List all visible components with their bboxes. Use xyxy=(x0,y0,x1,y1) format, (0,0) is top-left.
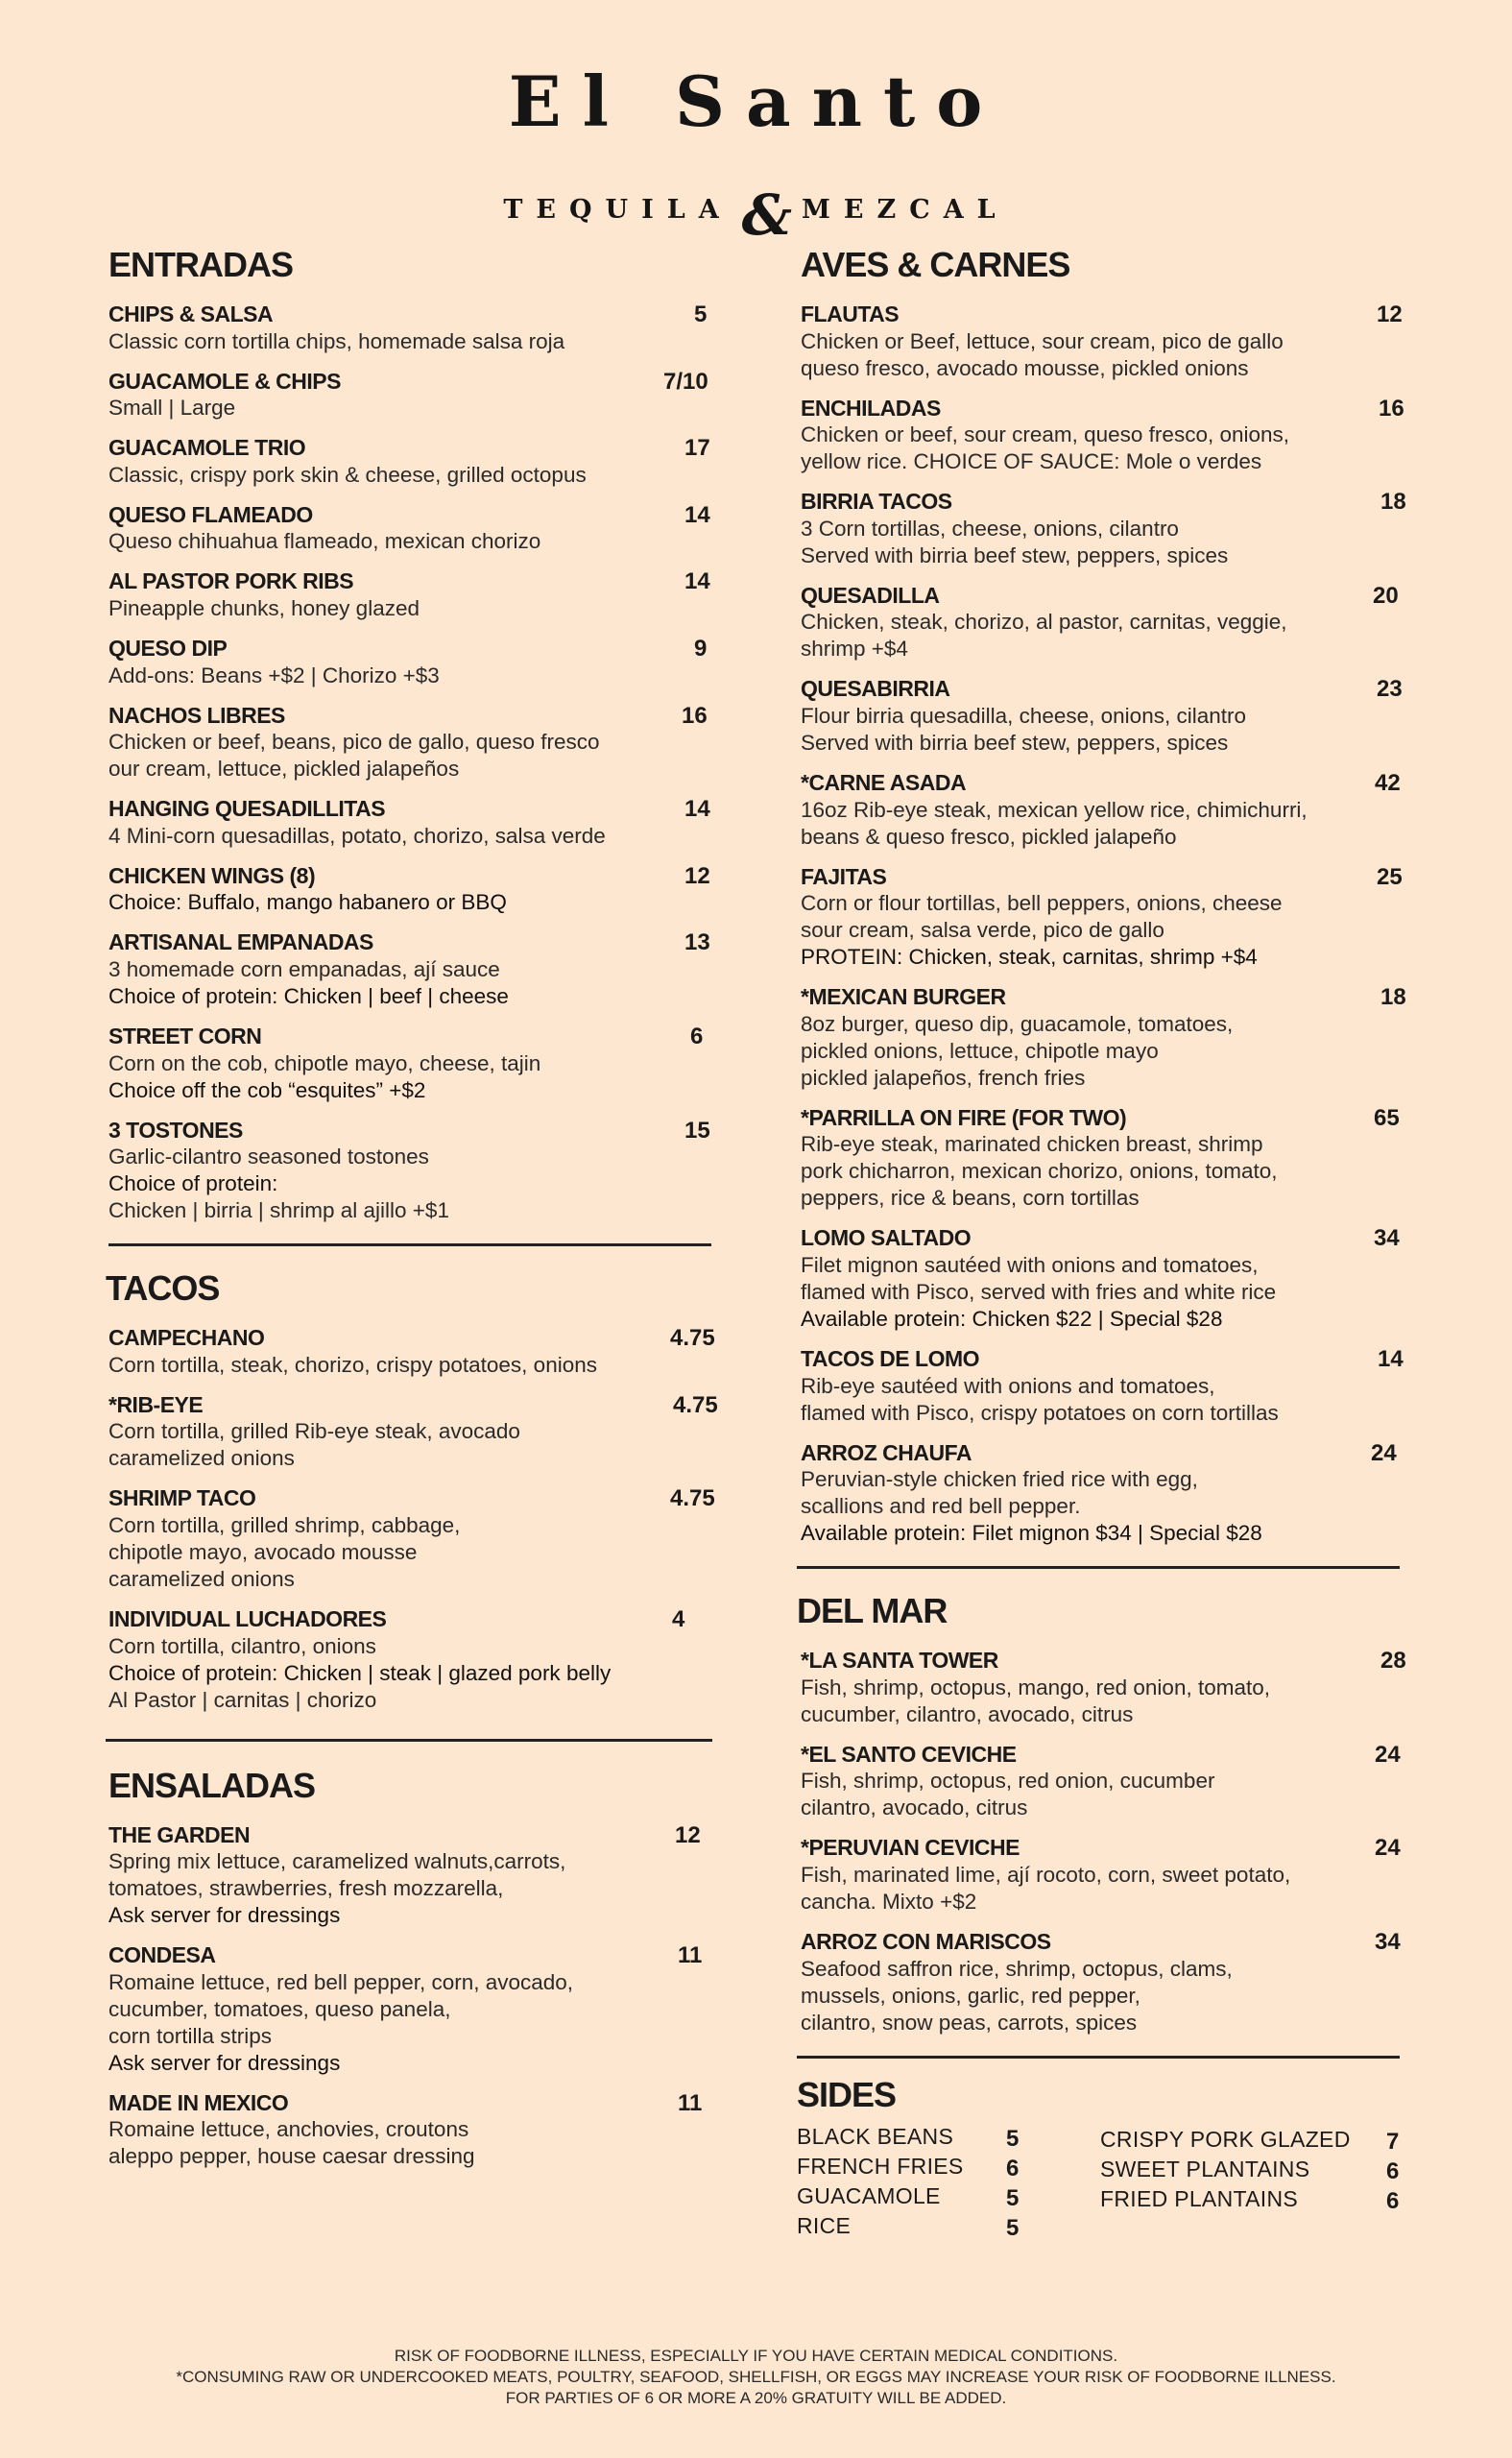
item-price: 34 xyxy=(1374,1225,1400,1252)
item-price: 13 xyxy=(684,929,710,956)
side-item-french-fries: FRENCH FRIES xyxy=(797,2153,964,2179)
item-price: 5 xyxy=(694,301,708,327)
item-price: 4 xyxy=(672,1605,685,1632)
item-price: 18 xyxy=(1380,984,1406,1011)
item-name: QUESO FLAMEADO xyxy=(108,501,313,527)
item-description: PROTEIN: Chicken, steak, carnitas, shrimp +$4 xyxy=(801,945,1258,970)
item-price: 42 xyxy=(1375,769,1401,796)
restaurant-tagline xyxy=(0,177,1512,248)
item-description: Chicken or Beef, lettuce, sour cream, pico de gallo xyxy=(801,328,1284,353)
item-price: 17 xyxy=(684,435,710,462)
section-divider xyxy=(106,1739,712,1742)
item-description: caramelized onions xyxy=(108,1566,295,1591)
item-description: Chicken | birria | shrimp al ajillo +$1 xyxy=(108,1198,449,1223)
restaurant-name: El Santo xyxy=(508,60,1004,142)
menu-item-made-in-mexico xyxy=(108,2090,732,2171)
item-price: 12 xyxy=(684,862,710,889)
item-description: Choice of protein: Chicken | steak | glazed pork belly xyxy=(108,1660,612,1685)
menu-item-parrilla-on-fire-for-two xyxy=(801,1105,1405,1213)
menu-item-nachos-libres xyxy=(108,703,732,783)
side-item-guacamole: GUACAMOLE xyxy=(797,2182,941,2208)
item-description: 4 Mini-corn quesadillas, potato, chorizo, salsa verde xyxy=(108,823,606,848)
item-price: 4.75 xyxy=(670,1325,715,1352)
item-description: Chicken or beef, beans, pico de gallo, queso fresco xyxy=(108,730,600,755)
item-name: INDIVIDUAL LUCHADORES xyxy=(108,1605,387,1631)
item-price: 65 xyxy=(1374,1104,1400,1131)
side-price: 5 xyxy=(1006,2184,1020,2211)
item-description: cilantro, avocado, citrus xyxy=(801,1795,1028,1820)
sides-list xyxy=(797,2123,1405,2241)
menu-item-lomo-saltado xyxy=(801,1225,1405,1333)
side-price: 5 xyxy=(1006,2125,1020,2152)
item-name: FLAUTAS xyxy=(801,301,900,326)
side-price: 6 xyxy=(1006,2155,1020,2181)
item-name: ARROZ CON MARISCOS xyxy=(801,1928,1051,1954)
item-description: our cream, lettuce, pickled jalapeños xyxy=(108,757,460,782)
item-description: cucumber, cilantro, avocado, citrus xyxy=(801,1701,1134,1726)
item-name: THE GARDEN xyxy=(108,1821,251,1847)
section-entradas xyxy=(108,245,732,1224)
item-description: cilantro, snow peas, carrots, spices xyxy=(801,2010,1138,2035)
section-tacos xyxy=(106,1268,732,1713)
menu-item-individual-luchadores xyxy=(108,1606,732,1714)
menu-item-quesabirria xyxy=(801,676,1405,757)
item-name: ENCHILADAS xyxy=(801,395,941,421)
item-description: Seafood saffron rice, shrimp, octopus, clams, xyxy=(801,1956,1233,1981)
side-price: 7 xyxy=(1386,2128,1400,2155)
item-description: Peruvian-style chicken fried rice with egg, xyxy=(801,1467,1198,1492)
item-price: 24 xyxy=(1375,1741,1401,1768)
tagline-mezcal: MEZCAL xyxy=(802,194,1009,225)
item-name: TACOS DE LOMO xyxy=(801,1345,980,1371)
item-name: CAMPECHANO xyxy=(108,1325,265,1351)
item-description: Small | Large xyxy=(108,396,236,421)
item-name: QUESO DIP xyxy=(108,635,228,661)
item-price: 14 xyxy=(684,568,710,595)
item-name: HANGING QUESADILLITAS xyxy=(108,796,386,822)
item-description: Choice of protein: Chicken | beef | cheese xyxy=(108,983,509,1008)
item-price: 12 xyxy=(1377,301,1403,327)
item-description: pork chicharron, mexican chorizo, onions, tomato, xyxy=(801,1159,1278,1184)
item-description: Queso chihuahua flameado, mexican chorizo xyxy=(108,529,541,554)
item-description: aleppo pepper, house caesar dressing xyxy=(108,2144,475,2169)
item-price: 14 xyxy=(684,501,710,528)
item-name: QUESADILLA xyxy=(801,582,940,608)
item-description: chipotle mayo, avocado mousse xyxy=(108,1539,418,1564)
item-description: cucumber, tomatoes, queso panela, xyxy=(108,1996,451,2021)
item-description: Served with birria beef stew, peppers, spices xyxy=(801,730,1229,755)
item-price: 14 xyxy=(1378,1345,1404,1372)
menu-header xyxy=(0,60,1512,248)
tagline-ampersand: & xyxy=(741,182,793,248)
footer-line-3: FOR PARTIES OF 6 OR MORE A 20% GRATUITY WILL BE ADDED. xyxy=(505,2389,1007,2407)
item-name: NACHOS LIBRES xyxy=(108,702,285,728)
menu-item-birria-tacos xyxy=(801,489,1405,569)
menu-footer xyxy=(0,2346,1512,2409)
item-description: beans & queso fresco, pickled jalapeño xyxy=(801,824,1177,849)
item-name: MADE IN MEXICO xyxy=(108,2089,289,2115)
item-price: 25 xyxy=(1377,863,1403,890)
item-description: Available protein: Chicken $22 | Special $28 xyxy=(801,1306,1223,1331)
item-price: 6 xyxy=(690,1023,704,1049)
footer-line-2: *CONSUMING RAW OR UNDERCOOKED MEATS, POULTRY, SEAFOOD, SHELLFISH, OR EGGS MAY INCREASE YOUR RISK OF FOODBORNE ILLNESS. xyxy=(176,2368,1336,2386)
item-description: Spring mix lettuce, caramelized walnuts,carrots, xyxy=(108,1849,566,1874)
item-price: 23 xyxy=(1377,676,1403,703)
section-divider xyxy=(797,1566,1400,1569)
item-description: yellow rice. CHOICE OF SAUCE: Mole o verdes xyxy=(801,449,1262,474)
item-name: LOMO SALTADO xyxy=(801,1225,972,1251)
side-item-fried-plantains: FRIED PLANTAINS xyxy=(1100,2185,1298,2211)
section-divider xyxy=(797,2056,1400,2059)
right-column xyxy=(797,245,1406,2241)
menu-item-guacamole-chips xyxy=(108,369,732,422)
item-description: Choice off the cob “esquites” +$2 xyxy=(108,1077,426,1102)
left-column xyxy=(106,245,732,2170)
side-price: 6 xyxy=(1386,2157,1400,2184)
item-description: Corn tortilla, steak, chorizo, crispy potatoes, onions xyxy=(108,1352,597,1377)
item-name: FAJITAS xyxy=(801,863,887,889)
item-name: GUACAMOLE & CHIPS xyxy=(108,368,341,394)
item-description: corn tortilla strips xyxy=(108,2023,273,2048)
item-description: Ask server for dressings xyxy=(108,2050,341,2075)
menu-item-shrimp-taco xyxy=(108,1485,732,1593)
item-description: Available protein: Filet mignon $34 | Special $28 xyxy=(801,1521,1262,1546)
item-description: Romaine lettuce, anchovies, croutons xyxy=(108,2117,469,2142)
section-title: TACOS xyxy=(106,1268,220,1309)
side-item-black-beans: BLACK BEANS xyxy=(797,2123,954,2149)
item-name: *CARNE ASADA xyxy=(801,769,967,795)
footer-line-1: RISK OF FOODBORNE ILLNESS, ESPECIALLY IF YOU HAVE CERTAIN MEDICAL CONDITIONS. xyxy=(394,2347,1118,2365)
menu-item-el-santo-ceviche xyxy=(801,1742,1405,1822)
item-price: 4.75 xyxy=(673,1391,718,1418)
item-description: 16oz Rib-eye steak, mexican yellow rice, chimichurri, xyxy=(801,797,1308,822)
item-name: QUESABIRRIA xyxy=(801,676,950,702)
item-description: Garlic-cilantro seasoned tostones xyxy=(108,1145,429,1169)
menu-item-campechano xyxy=(108,1325,732,1379)
menu-item-3-tostones xyxy=(108,1118,732,1225)
item-description: Corn tortilla, grilled shrimp, cabbage, xyxy=(108,1512,461,1537)
menu-item-hanging-quesadillitas xyxy=(108,796,732,850)
item-name: ARROZ CHAUFA xyxy=(801,1439,972,1465)
item-description: Rib-eye steak, marinated chicken breast, shrimp xyxy=(801,1132,1263,1157)
menu-item-the-garden xyxy=(108,1822,732,1930)
item-name: STREET CORN xyxy=(108,1023,262,1048)
side-price: 5 xyxy=(1006,2214,1020,2241)
menu-item-flautas xyxy=(801,301,1405,382)
menu-item-chicken-wings-8 xyxy=(108,863,732,917)
item-description: caramelized onions xyxy=(108,1446,295,1471)
item-price: 11 xyxy=(678,2089,703,2116)
item-price: 24 xyxy=(1371,1439,1397,1466)
item-price: 18 xyxy=(1380,489,1406,516)
item-description: cancha. Mixto +$2 xyxy=(801,1889,977,1914)
menu-item-chips-salsa xyxy=(108,301,732,355)
item-description: 8oz burger, queso dip, guacamole, tomatoes, xyxy=(801,1011,1234,1036)
menu-item-arroz-chaufa xyxy=(801,1440,1405,1548)
item-name: GUACAMOLE TRIO xyxy=(108,435,306,461)
item-description: Pineapple chunks, honey glazed xyxy=(108,595,420,620)
item-name: BIRRIA TACOS xyxy=(801,489,952,515)
item-description: pickled onions, lettuce, chipotle mayo xyxy=(801,1038,1159,1063)
section-aves-carnes xyxy=(801,245,1406,1547)
item-description: Classic corn tortilla chips, homemade salsa roja xyxy=(108,328,565,353)
item-description: Ask server for dressings xyxy=(108,1903,341,1928)
item-description: mussels, onions, garlic, red pepper, xyxy=(801,1983,1140,2008)
menu-item-queso-dip xyxy=(108,636,732,689)
item-description: Flour birria quesadilla, cheese, onions, cilantro xyxy=(801,703,1246,728)
item-price: 24 xyxy=(1375,1835,1401,1862)
item-description: Romaine lettuce, red bell pepper, corn, avocado, xyxy=(108,1969,574,1994)
item-price: 34 xyxy=(1375,1928,1401,1955)
side-price: 6 xyxy=(1386,2187,1400,2214)
item-description: queso fresco, avocado mousse, pickled onions xyxy=(801,355,1249,380)
menu-item-al-pastor-pork-ribs xyxy=(108,568,732,622)
item-description: 3 homemade corn empanadas, ají sauce xyxy=(108,956,500,981)
item-description: Classic, crispy pork skin & cheese, grilled octopus xyxy=(108,462,587,487)
tagline-tequila: TEQUILA xyxy=(503,194,732,225)
item-description: pickled jalapeños, french fries xyxy=(801,1065,1086,1090)
item-price: 16 xyxy=(682,702,708,729)
item-price: 7/10 xyxy=(663,368,708,395)
side-item-sweet-plantains: SWEET PLANTAINS xyxy=(1100,2156,1310,2181)
item-description: Choice of protein: xyxy=(108,1171,278,1196)
menu-item-quesadilla xyxy=(801,583,1405,663)
item-name: *PERUVIAN CEVICHE xyxy=(801,1835,1020,1861)
item-name: CHICKEN WINGS (8) xyxy=(108,862,316,888)
item-price: 12 xyxy=(675,1821,701,1848)
item-name: CONDESA xyxy=(108,1942,216,1968)
item-price: 20 xyxy=(1373,582,1399,609)
item-price: 9 xyxy=(694,635,708,662)
section-title: ENTRADAS xyxy=(108,245,294,284)
item-price: 14 xyxy=(684,796,710,823)
menu-item-fajitas xyxy=(801,864,1405,972)
item-description: Served with birria beef stew, peppers, spices xyxy=(801,542,1229,567)
section-divider xyxy=(108,1243,711,1246)
menu-item-artisanal-empanadas xyxy=(108,929,732,1010)
menu-item-rib-eye xyxy=(108,1392,732,1473)
section-del-mar xyxy=(797,1591,1406,2036)
item-description: peppers, rice & beans, corn tortillas xyxy=(801,1186,1140,1211)
menu-item-mexican-burger xyxy=(801,984,1405,1092)
item-description: Corn tortilla, grilled Rib-eye steak, avocado xyxy=(108,1419,520,1444)
item-description: Fish, shrimp, octopus, red onion, cucumber xyxy=(801,1769,1215,1794)
section-title: ENSALADAS xyxy=(108,1765,316,1805)
item-description: sour cream, salsa verde, pico de gallo xyxy=(801,918,1164,943)
menu-item-enchiladas xyxy=(801,396,1405,476)
item-price: 15 xyxy=(684,1117,710,1144)
menu-item-condesa xyxy=(108,1942,732,2077)
item-description: Al Pastor | carnitas | chorizo xyxy=(108,1687,377,1712)
item-description: Filet mignon sautéed with onions and tomatoes, xyxy=(801,1252,1259,1277)
item-name: *RIB-EYE xyxy=(108,1391,204,1417)
item-description: flamed with Pisco, crispy potatoes on corn tortillas xyxy=(801,1400,1279,1425)
item-name: 3 TOSTONES xyxy=(108,1117,243,1143)
item-description: Add-ons: Beans +$2 | Chorizo +$3 xyxy=(108,663,440,687)
item-name: *MEXICAN BURGER xyxy=(801,984,1006,1010)
item-name: *EL SANTO CEVICHE xyxy=(801,1741,1017,1767)
item-name: SHRIMP TACO xyxy=(108,1485,256,1511)
item-description: Rib-eye sautéed with onions and tomatoes, xyxy=(801,1373,1215,1398)
menu-item-street-corn xyxy=(108,1024,732,1104)
item-name: ARTISANAL EMPANADAS xyxy=(108,929,373,955)
item-name: AL PASTOR PORK RIBS xyxy=(108,568,354,594)
side-item-rice: RICE xyxy=(797,2212,852,2238)
menu-item-peruvian-ceviche xyxy=(801,1835,1405,1916)
item-description: Corn or flour tortillas, bell peppers, onions, cheese xyxy=(801,891,1283,916)
item-description: Chicken, steak, chorizo, al pastor, carnitas, veggie, xyxy=(801,610,1287,635)
menu-item-arroz-con-mariscos xyxy=(801,1929,1405,2036)
section-title: AVES & CARNES xyxy=(801,245,1070,284)
item-description: Corn on the cob, chipotle mayo, cheese, tajin xyxy=(108,1050,541,1075)
side-item-crispy-pork-glazed: CRISPY PORK GLAZED xyxy=(1100,2126,1351,2152)
item-description: shrimp +$4 xyxy=(801,637,908,662)
item-description: tomatoes, strawberries, fresh mozzarella, xyxy=(108,1876,504,1901)
menu-item-tacos-de-lomo xyxy=(801,1346,1405,1427)
menu-item-la-santa-tower xyxy=(801,1648,1405,1728)
item-price: 11 xyxy=(678,1942,703,1969)
item-description: Fish, shrimp, octopus, mango, red onion, tomato, xyxy=(801,1675,1270,1699)
item-description: Choice: Buffalo, mango habanero or BBQ xyxy=(108,890,507,915)
item-name: CHIPS & SALSA xyxy=(108,301,274,326)
item-description: Corn tortilla, cilantro, onions xyxy=(108,1633,376,1658)
section-title: DEL MAR xyxy=(797,1591,948,1631)
menu-item-guacamole-trio xyxy=(108,435,732,489)
item-price: 28 xyxy=(1380,1648,1406,1675)
item-description: scallions and red bell pepper. xyxy=(801,1494,1081,1519)
item-name: *LA SANTA TOWER xyxy=(801,1648,998,1674)
item-name: *PARRILLA ON FIRE (FOR TWO) xyxy=(801,1104,1127,1130)
item-price: 4.75 xyxy=(670,1485,715,1512)
section-ensaladas xyxy=(108,1765,732,2171)
item-description: Chicken or beef, sour cream, queso fresco, onions, xyxy=(801,422,1290,447)
section-title: SIDES xyxy=(797,2074,897,2114)
item-price: 16 xyxy=(1379,395,1404,422)
section-sides xyxy=(797,2074,1405,2241)
item-description: Fish, marinated lime, ají rocoto, corn, sweet potato, xyxy=(801,1862,1291,1887)
item-description: flamed with Pisco, served with fries and white rice xyxy=(801,1279,1277,1304)
menu-item-queso-flameado xyxy=(108,502,732,556)
item-description: 3 Corn tortillas, cheese, onions, cilantro xyxy=(801,516,1179,541)
menu-item-carne-asada xyxy=(801,770,1405,851)
